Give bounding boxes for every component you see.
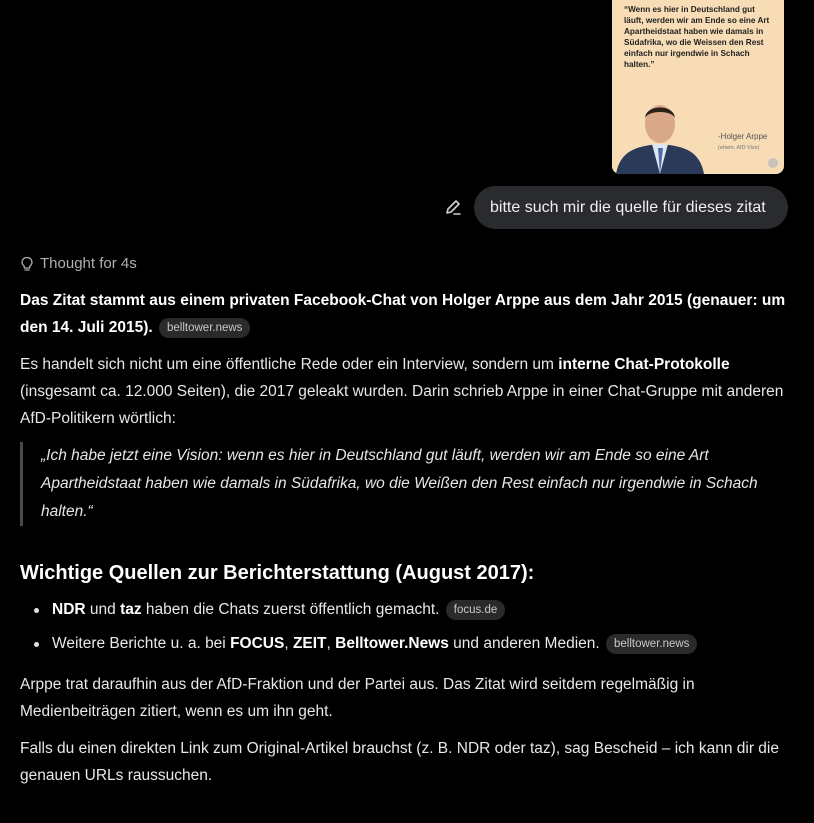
answer-paragraph-1 [20,351,795,432]
para1-text-b: (insgesamt ca. 12.000 Seiten), die 2017 geleakt wurden. Darin schrieb Arppe in einer Chat-Gruppe mit anderen AfD-Politikern wörtlich: [20,383,784,427]
thought-toggle[interactable] [20,255,137,272]
bullet2-text-4: und anderen Medien. [448,635,600,652]
answer-intro [20,287,795,341]
lightbulb-icon [20,256,34,272]
intro-bold-text: Das Zitat stammt aus einem privaten Facebook-Chat von Holger Arppe aus dem Jahr 2015 (genauer: um den 14. Juli 2015). [20,292,786,336]
bullet2-text-1: Weitere Berichte u. a. bei [52,635,231,652]
bullet1-bold-ndr: NDR [52,601,86,618]
blockquote-text: „Ich habe jetzt eine Vision: wenn es hier in Deutschland gut läuft, werden wir am Ende so eine Art Apartheidstaat haben wie damals in Südafrika, wo die Weißen den Rest einfach nur irgendwie in Schach halten.“ [41,447,758,520]
user-message-text: bitte such mir die quelle für dieses zitat [490,198,766,216]
assistant-answer [20,287,795,799]
thought-label: Thought for 4s [40,255,137,272]
answer-paragraph-3: Falls du einen direkten Link zum Original-Artikel brauchst (z. B. NDR oder taz), sag Bescheid – ich kann dir die genauen URLs raussuchen. [20,740,779,784]
sources-heading: Wichtige Quellen zur Berichterstattung (August 2017): [20,562,535,584]
attached-image[interactable] [612,0,784,174]
bullet2-text-2: , [284,635,293,652]
bullet1-text-1: und [85,601,121,618]
list-item [20,596,795,623]
bullet2-bold-belltower: Belltower.News [335,635,449,652]
answer-paragraph-2: Arppe trat daraufhin aus der AfD-Fraktion und der Partei aus. Das Zitat wird seitdem regelmäßig in Medienbeiträgen zitiert, wenn es um ihn geht. [20,676,695,720]
user-message-bubble [474,186,788,229]
bullet1-text-2: haben die Chats zuerst öffentlich gemacht. [141,601,440,618]
source-chip-focus[interactable]: focus.de [446,600,505,620]
image-attribution-sub: (ehem. AfD Vize) [718,145,760,151]
edit-pencil-icon[interactable] [444,198,462,216]
blockquote [20,442,795,526]
para1-text-a: Es handelt sich nicht um eine öffentliche Rede oder ein Interview, sondern um [20,356,559,373]
image-badge-icon [768,158,778,168]
bullet2-bold-zeit: ZEIT [292,635,327,652]
para1-bold: interne Chat-Protokolle [558,356,730,373]
image-quote-text: “Wenn es hier in Deutschland gut läuft, werden wir am Ende so eine Art Apartheidstaat haben wie damals in Südafrika, wo die Weissen den Rest einfach nur irgendwie in Schach halten.” [624,5,770,69]
sources-list [20,596,795,657]
bullet1-bold-taz: taz [120,601,142,618]
image-attribution: -Holger Arppe [718,132,768,141]
bullet2-bold-focus: FOCUS [230,635,285,652]
source-chip-belltower[interactable]: belltower.news [159,318,250,338]
person-photo [612,94,708,174]
bullet2-text-3: , [326,635,336,652]
source-chip-belltower-2[interactable]: belltower.news [606,634,697,654]
list-item [20,630,795,657]
